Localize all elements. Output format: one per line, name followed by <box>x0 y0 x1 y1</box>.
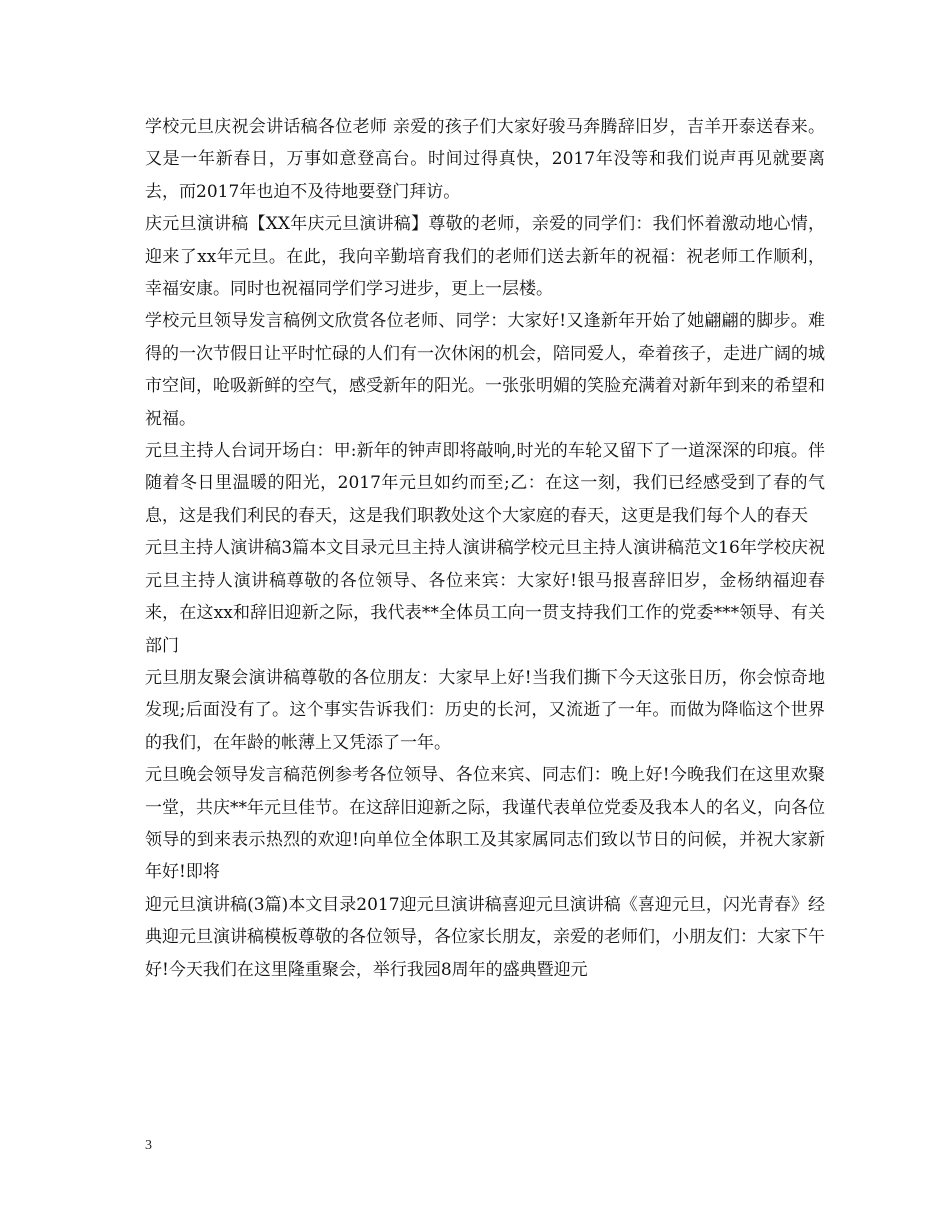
paragraph-4: 元旦主持人台词开场白：甲:新年的钟声即将敲响,时光的车轮又留下了一道深深的印痕。伴随着冬日里温暖的阳光，2017年元旦如约而至;乙：在这一刻，我们已经感受到了春的气息，这是我们利民的春天，这是我们职教处这个大家庭的春天，这更是我们每个人的春天 <box>145 441 825 526</box>
paragraph-2: 庆元旦演讲稿【XX年庆元旦演讲稿】尊敬的老师，亲爱的同学们：我们怀着激动地心情，迎来了xx年元旦。在此，我向辛勤培育我们的老师们送去新年的祝福：祝老师工作顺利，幸福安康。同时也祝福同学们学习进步，更上一层楼。 <box>145 214 825 300</box>
paragraph-3: 学校元旦领导发言稿例文欣赏各位老师、同学：大家好!又逢新年开始了她翩翩的脚步。难得的一次节假日让平时忙碌的人们有一次休闲的机会，陪同爱人，牵着孩子，走进广阔的城市空间，呛吸新鲜的空气，感受新年的阳光。一张张明媚的笑脸充满着对新年到来的希望和祝福。 <box>145 311 825 429</box>
paragraph-1: 学校元旦庆祝会讲话稿各位老师 亲爱的孩子们大家好骏马奔腾辞旧岁，吉羊开泰送春来。又是一年新春日，万事如意登高台。时间过得真快，2017年没等和我们说声再见就要离去，而2017年也迫不及待地要登门拜访。 <box>145 117 825 202</box>
page-number: 3 <box>145 1138 152 1153</box>
document-body <box>145 111 825 986</box>
paragraph-8: 迎元旦演讲稿(3篇)本文目录2017迎元旦演讲稿喜迎元旦演讲稿《喜迎元旦，闪光青春》经典迎元旦演讲稿模板尊敬的各位领导，各位家长朋友，亲爱的老师们，小朋友们：大家下午好!今天我们在这里隆重聚会，举行我园8周年的盛典暨迎元 <box>145 894 825 980</box>
paragraph-5: 元旦主持人演讲稿3篇本文目录元旦主持人演讲稿学校元旦主持人演讲稿范文16年学校庆祝元旦主持人演讲稿尊敬的各位领导、各位来宾：大家好!银马报喜辞旧岁，金杨纳福迎春来，在这xx和辞旧迎新之际，我代表**全体员工向一贯支持我们工作的党委***领导、有关部门 <box>145 538 825 656</box>
paragraph-7: 元旦晚会领导发言稿范例参考各位领导、各位来宾、同志们：晚上好!今晚我们在这里欢聚一堂，共庆**年元旦佳节。在这辞旧迎新之际，我谨代表单位党委及我本人的名义，向各位领导的到来表示热烈的欢迎!向单位全体职工及其家属同志们致以节日的问候，并祝大家新年好!即将 <box>145 765 825 883</box>
paragraph-6: 元旦朋友聚会演讲稿尊敬的各位朋友：大家早上好!当我们撕下今天这张日历，你会惊奇地发现;后面没有了。这个事实告诉我们：历史的长河，又流逝了一年。而做为降临这个世界的我们，在年龄的帐薄上又凭添了一年。 <box>145 667 825 753</box>
